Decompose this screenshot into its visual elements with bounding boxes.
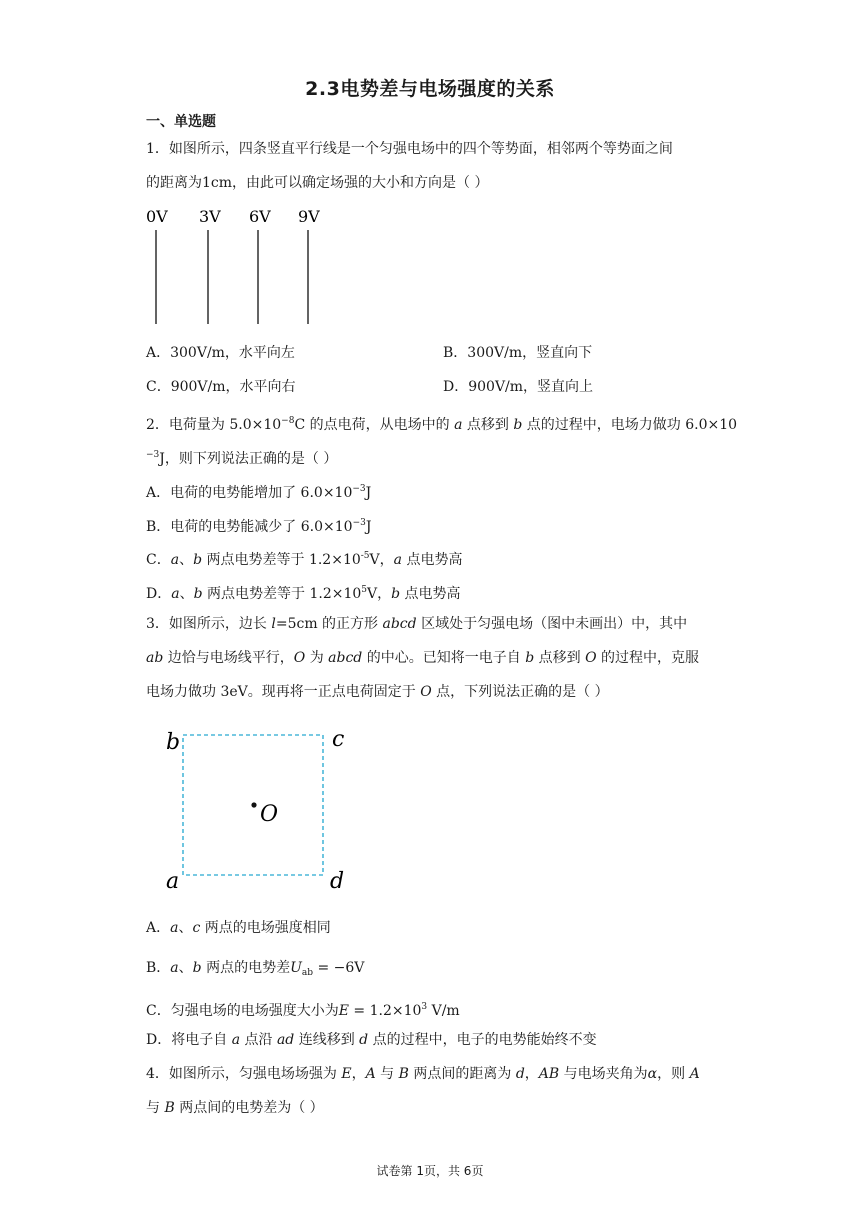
q1-line2: 的距离为1cm，由此可以确定场强的大小和方向是（ ）: [146, 175, 489, 191]
q3-label-b: b: [166, 730, 181, 755]
q4-line2: 与 B 两点间的电势差为（ ）: [146, 1100, 324, 1116]
section-heading: 一、单选题: [146, 114, 216, 130]
q2-option-b: B．电荷的电势能减少了 $6.0\times 10^{-3}J$: [146, 518, 372, 535]
q3-center-point: [251, 802, 256, 807]
q2-line2: $^{-3}$J，则下列说法正确的是（ ）: [146, 450, 338, 467]
q3-square-figure: [160, 722, 360, 894]
q3-line3: 电场力做功 3eV。现再将一正点电荷固定于 O 点，下列说法正确的是（ ）: [146, 684, 609, 700]
q1-option-b: B．300V/m，竖直向下: [443, 345, 593, 361]
q3-option-b: B．a、b 两点的电势差$U_{ab} = -6V$: [146, 960, 365, 978]
q1-option-d: D．900V/m，竖直向上: [443, 379, 594, 395]
q2-option-a: A．电荷的电势能增加了 $6.0\times 10^{-3}J$: [146, 484, 372, 501]
q1-label-3v: 3V: [199, 207, 221, 226]
page-title: 2.3电势差与电场强度的关系: [305, 78, 555, 100]
q1-line1: 1．如图所示，四条竖直平行线是一个匀强电场中的四个等势面，相邻两个等势面之间: [146, 141, 673, 157]
q2-line1: 2．电荷量为 $5.0\times 10^{-8}C$ 的点电荷，从电场中的 a 点移到 b 点的过程中，电场力做功 6.0×10: [146, 416, 738, 433]
q1-equipotential-figure: [140, 200, 340, 330]
q1-label-0v: 0V: [146, 207, 168, 226]
q3-label-a: a: [166, 869, 180, 894]
q3-line2: ab 边恰与电场线平行，O 为 abcd 的中心。已知将一电子自 b 点移到 O 的过程中，克服: [146, 650, 699, 666]
q3-label-c: c: [332, 727, 345, 752]
q1-label-9v: 9V: [298, 207, 320, 226]
page-footer: 试卷第 1页，共 6页: [376, 1164, 484, 1178]
q3-option-d: D．将电子自 a 点沿 ad 连线移到 d 点的过程中，电子的电势能始终不变: [146, 1032, 597, 1048]
q2-option-d: D．a、b 两点电势差等于 $1.2\times 10^5V$，b 点电势高: [146, 585, 461, 602]
q1-option-c: C．900V/m，水平向右: [146, 379, 296, 395]
q3-label-o: O: [260, 802, 279, 827]
q3-label-d: d: [330, 869, 345, 894]
q3-option-a: A．a、c 两点的电场强度相同: [146, 920, 331, 936]
q4-line1: 4．如图所示，匀强电场场强为 E，A 与 B 两点间的距离为 d，AB 与电场夹角为α，则 A: [146, 1066, 700, 1082]
q1-option-a: A．300V/m，水平向左: [146, 345, 295, 361]
q3-option-c: C．匀强电场的电场强度大小为$E = 1.2\times 10^3$ V/m: [146, 1002, 460, 1019]
q2-option-c: C．a、b 两点电势差等于 $1.2\times 10^{-5}V$，a 点电势高: [146, 551, 463, 568]
q3-line1: 3．如图所示，边长 l=5cm 的正方形 abcd 区域处于匀强电场（图中未画出）中，其中: [146, 616, 688, 632]
q1-label-6v: 6V: [249, 207, 271, 226]
